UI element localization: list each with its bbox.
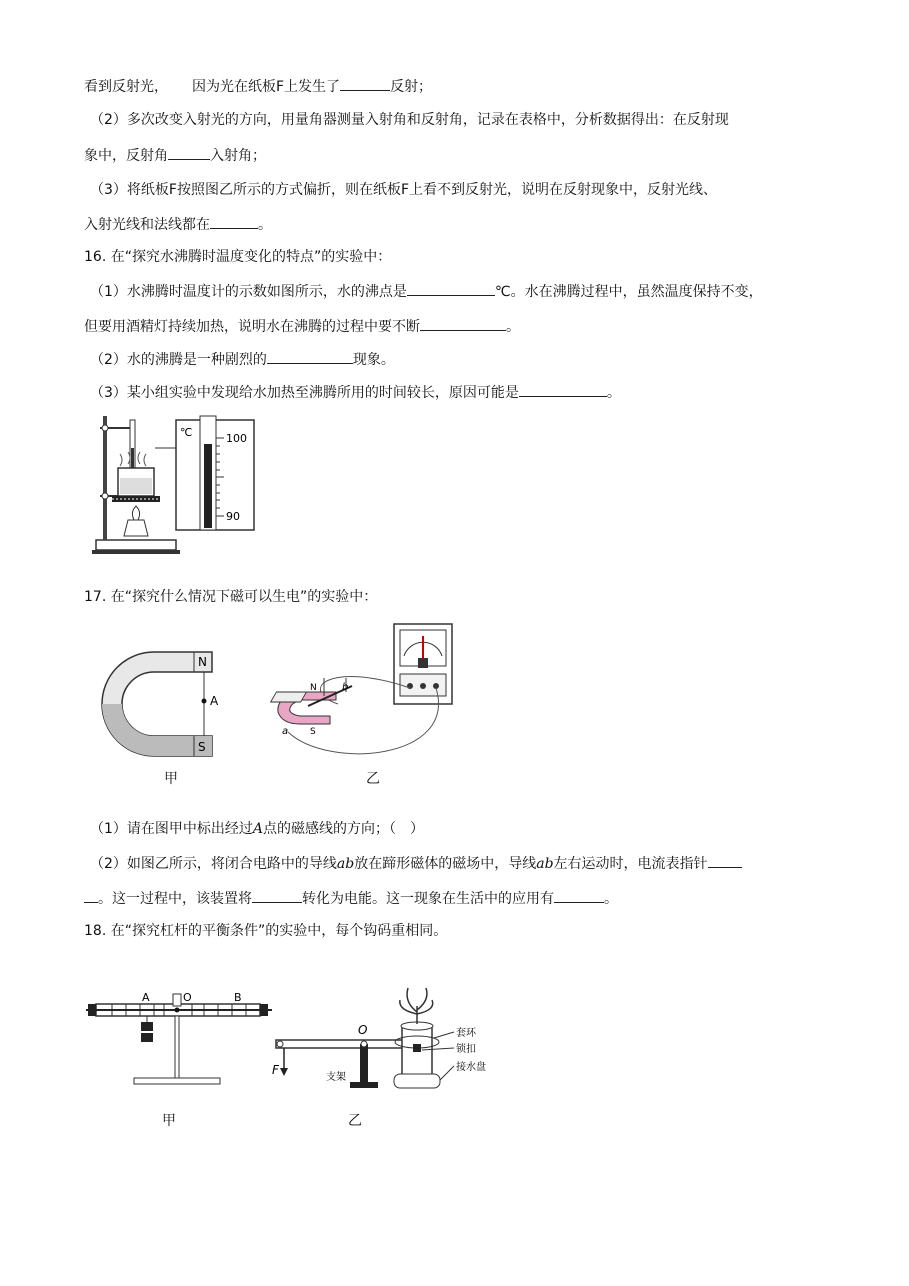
yi-s-label: S: [310, 727, 316, 737]
q17-title: 17. 在“探究什么情况下磁可以生电”的实验中：: [84, 589, 378, 605]
magnet-n-label: N: [198, 655, 207, 669]
yi-tray-label: 接水盘: [456, 1062, 486, 1073]
q15-line-5: 入射光线和法线都在 。: [84, 214, 272, 235]
blank-reflection-type[interactable]: [340, 76, 390, 91]
lever-a-label: A: [142, 991, 150, 1004]
yi-ring-label: 套环: [456, 1028, 476, 1039]
yi-a-label: a: [282, 726, 289, 737]
thermo-label-100: 100: [226, 432, 247, 445]
blank-reason[interactable]: [519, 382, 607, 397]
blank-same-plane[interactable]: [210, 214, 258, 229]
thermo-unit: ℃: [180, 426, 193, 439]
blank-needle-deflect-cont[interactable]: [84, 888, 98, 903]
lever-b-label: B: [234, 991, 242, 1004]
point-a-label: A: [210, 694, 219, 708]
blank-vaporization[interactable]: [267, 349, 353, 364]
q15-line-1: 看到反射光， 因为光在纸板F上发生了 反射；: [84, 76, 432, 97]
q17-part2: （2）如图乙所示，将闭合电路中的导线ab放在蹄形磁体的磁场中，导线ab左右运动时，电流表指针: [90, 853, 742, 874]
induction-circuit-figure: [268, 620, 468, 760]
q18-caption-yi: 乙: [348, 1113, 362, 1129]
q16-part3: （3）某小组实验中发现给水加热至沸腾所用的时间较长，原因可能是 。: [90, 382, 621, 403]
q15-line-2: （2）多次改变入射光的方向，用量角器测量入射角和反射角，记录在表格中，分析数据得出：在反射现: [90, 112, 729, 128]
plant-lever-figure-yi: [270, 982, 500, 1098]
q15-line-4: （3）将纸板F按照图乙所示的方式偏折，则在纸板F上看不到反射光，说明在反射现象中，反射光线、: [90, 182, 718, 198]
q17-caption-yi: 乙: [366, 771, 380, 787]
q16-title: 16. 在“探究水沸腾时温度变化的特点”的实验中：: [84, 249, 392, 265]
lever-figure-jia: [86, 990, 272, 1090]
q16-part1-line1: （1）水沸腾时温度计的示数如图所示，水的沸点是 ℃。水在沸腾过程中，虽然温度保持不变，: [90, 281, 763, 302]
q17-part1: （1）请在图甲中标出经过A点的磁感线的方向；（ ）: [90, 821, 425, 837]
blank-application[interactable]: [554, 888, 604, 903]
yi-o-label: O: [358, 1023, 368, 1037]
yi-f-label: F: [272, 1063, 279, 1077]
blank-angle-relation[interactable]: [168, 145, 210, 160]
yi-lock-label: 锁扣: [456, 1044, 476, 1055]
q18-title: 18. 在“探究杠杆的平衡条件”的实验中，每个钩码重相同。: [84, 923, 448, 939]
blank-energy-type[interactable]: [252, 888, 302, 903]
q18-caption-jia: 甲: [162, 1113, 176, 1129]
q16-part1-line2: 但要用酒精灯持续加热，说明水在沸腾的过程中要不断 。: [84, 316, 520, 337]
q17-part2-cont: 。这一过程中，该装置将 转化为电能。这一现象在生活中的应用有 。: [84, 888, 618, 909]
q17-caption-jia: 甲: [164, 771, 178, 787]
blank-needle-deflect[interactable]: [708, 853, 742, 868]
yi-b-label: b: [342, 682, 349, 693]
blank-boiling-point[interactable]: [407, 281, 495, 296]
lever-o-label: O: [183, 991, 192, 1004]
blank-absorb-heat[interactable]: [420, 316, 506, 331]
horseshoe-magnet-figure: [94, 648, 244, 760]
boiling-apparatus-figure: [90, 408, 270, 556]
q15-line-3: 象中，反射角 入射角；: [84, 145, 266, 166]
yi-n-label: N: [310, 683, 317, 693]
q16-part2: （2）水的沸腾是一种剧烈的 现象。: [90, 349, 395, 370]
magnet-s-label: S: [198, 740, 206, 754]
yi-stand-label: 支架: [326, 1072, 346, 1083]
thermo-label-90: 90: [226, 510, 240, 523]
